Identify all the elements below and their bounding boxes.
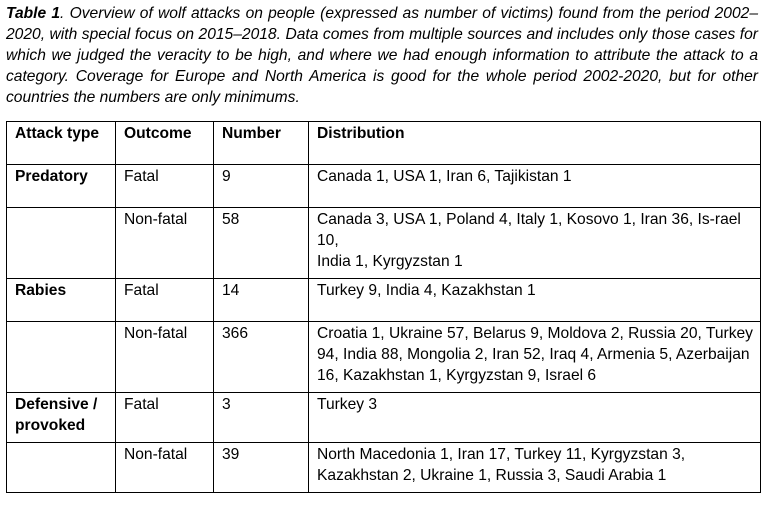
distribution-cell: [309, 208, 761, 279]
distribution-line: Turkey 9, India 4, Kazakhstan 1: [317, 282, 536, 299]
attack-type-cell: Defensive / provoked: [7, 393, 116, 443]
outcome-cell: Fatal: [116, 165, 214, 208]
table-row: [7, 208, 761, 279]
table-row: [7, 165, 761, 208]
table-header-row: [7, 122, 761, 165]
number-cell: 366: [214, 322, 309, 393]
table-caption: [6, 3, 758, 108]
distribution-cell: [309, 165, 761, 208]
caption-label: Table 1: [6, 5, 61, 22]
outcome-cell: Fatal: [116, 279, 214, 322]
number-cell: 14: [214, 279, 309, 322]
outcome-cell: Non-fatal: [116, 208, 214, 279]
attack-type-cell: [7, 322, 116, 393]
distribution-line: Canada 3, USA 1, Poland 4, Italy 1, Kosovo 1, Iran 36, Is-rael 10,: [317, 211, 741, 249]
outcome-cell: Non-fatal: [116, 322, 214, 393]
header-distribution: Distribution: [309, 122, 761, 165]
distribution-cell: [309, 322, 761, 393]
wolf-attacks-table: [6, 121, 761, 493]
attack-type-cell: [7, 208, 116, 279]
header-number: Number: [214, 122, 309, 165]
header-outcome: Outcome: [116, 122, 214, 165]
table-row: [7, 443, 761, 493]
distribution-line: India 1, Kyrgyzstan 1: [317, 253, 463, 270]
outcome-cell: Non-fatal: [116, 443, 214, 493]
number-cell: 3: [214, 393, 309, 443]
distribution-line: Canada 1, USA 1, Iran 6, Tajikistan 1: [317, 168, 572, 185]
number-cell: 39: [214, 443, 309, 493]
outcome-cell: Fatal: [116, 393, 214, 443]
distribution-line: Turkey 3: [317, 396, 378, 413]
distribution-cell: [309, 393, 761, 443]
distribution-line: Croatia 1, Ukraine 57, Belarus 9, Moldova 2, Russia 20, Turkey 94, India 88, Mongolia 2, Iran 52, Iraq 4, Armenia 5, Azerbaijan 16, Kazakhstan 1, Kyrgyzstan 9, Israel 6: [317, 325, 753, 384]
attack-type-cell: Rabies: [7, 279, 116, 322]
table-row: [7, 322, 761, 393]
distribution-cell: [309, 279, 761, 322]
caption-text: . Overview of wolf attacks on people (expressed as number of victims) found from the period 2002–2020, with special focus on 2015–2018. Data comes from multiple sources and includes only those cases for which we judged the veracity to be high, and where we had enough information to attribute the attack to a category. Coverage for Europe and North America is good for the whole period 2002-2020, but for other countries the numbers are only minimums.: [6, 5, 758, 106]
attack-type-cell: Predatory: [7, 165, 116, 208]
number-cell: 9: [214, 165, 309, 208]
number-cell: 58: [214, 208, 309, 279]
header-attack-type: Attack type: [7, 122, 116, 165]
attack-type-cell: [7, 443, 116, 493]
table-row: [7, 279, 761, 322]
distribution-line: North Macedonia 1, Iran 17, Turkey 11, Kyrgyzstan 3, Kazakhstan 2, Ukraine 1, Russia 3, Saudi Arabia 1: [317, 446, 686, 484]
distribution-cell: [309, 443, 761, 493]
table-row: [7, 393, 761, 443]
